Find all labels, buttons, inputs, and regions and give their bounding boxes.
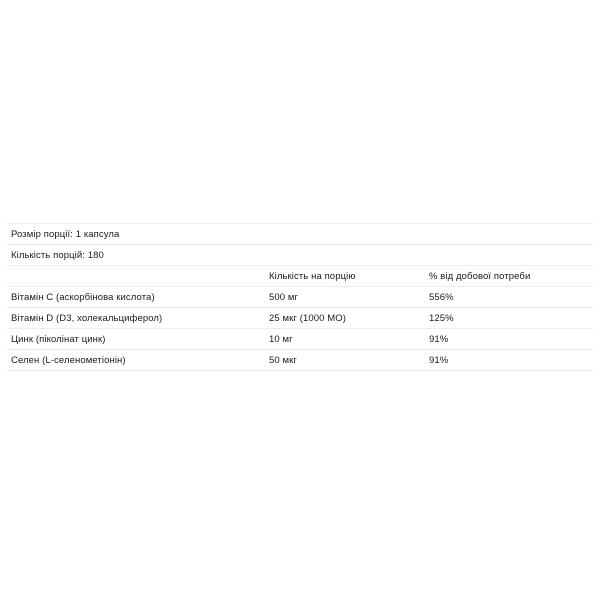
serving-size-row [7, 224, 593, 245]
nutrient-amount: 500 мг [265, 287, 425, 308]
servings-count-row [7, 245, 593, 266]
nutrient-name: Цинк (піколінат цинк) [7, 329, 265, 350]
table-header-row [7, 266, 593, 287]
nutrient-daily-value: 91% [425, 350, 593, 371]
nutrient-name: Вітамін D (D3, холекальциферол) [7, 308, 265, 329]
header-name [7, 266, 265, 287]
table-row [7, 329, 593, 350]
supplement-facts-table [7, 223, 593, 371]
serving-size-text: Розмір порції: 1 капсула [7, 224, 593, 245]
nutrient-amount: 25 мкг (1000 МО) [265, 308, 425, 329]
header-daily-value: % від добової потреби [425, 266, 593, 287]
nutrient-name: Вітамін C (аскорбінова кислота) [7, 287, 265, 308]
table-row [7, 287, 593, 308]
table-row [7, 308, 593, 329]
nutrient-amount: 50 мкг [265, 350, 425, 371]
nutrient-daily-value: 556% [425, 287, 593, 308]
header-amount: Кількість на порцію [265, 266, 425, 287]
nutrient-name: Селен (L-селенометіонін) [7, 350, 265, 371]
table-row [7, 350, 593, 371]
nutrient-daily-value: 91% [425, 329, 593, 350]
servings-count-text: Кількість порцій: 180 [7, 245, 593, 266]
nutrient-daily-value: 125% [425, 308, 593, 329]
nutrient-amount: 10 мг [265, 329, 425, 350]
